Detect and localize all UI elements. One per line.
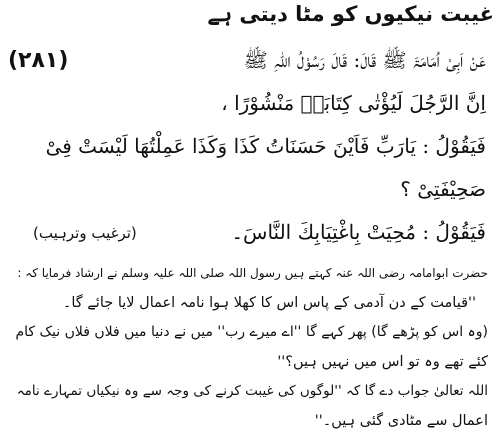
hadith-number: (۲۸۱) [8,48,69,73]
urdu-translation-line: اعمال سے مٹادی گئی ہیں۔'' [314,413,488,429]
chapter-heading: غیبت نیکیوں کو مٹا دیتی ہے [207,2,494,26]
arabic-text-line: فَیَقُوْلُ : یَارَبِّ فَاَیْنَ حَسَنَاتُ کَذَا وَکَذَا عَمِلْتُھَا لَیْسَتْ فِیْ [45,134,486,158]
urdu-translation-line: ''قیامت کے دن آدمی کے پاس اس کا کھلا ہوا نامہ اعمال لایا جائے گا۔ [62,295,476,311]
urdu-translation-line: حضرت ابوامامہ رضی اللہ عنہ کہتے ہیں رسول اللہ صلی اللہ علیہ وسلم نے ارشاد فرمایا کہ : [17,266,488,280]
arabic-text-line: اِنَّ الرَّجُلَ لَیُؤْتٰی کِتَابَہٗ مَنْشُوْرًا ، [221,91,486,115]
source-reference: (ترغیب وترہیب) [33,224,137,242]
urdu-translation-line: کئے تھے وہ تو اس میں نہیں ہیں؟'' [277,354,488,370]
arabic-text-line: صَحِیْفَتِیْ ؟ [400,177,486,201]
urdu-translation-line: (وہ اس کو پڑھے گا) پھر کہے گا ''اے میرے رب'' میں نے دنیا میں فلاں فلاں نیک کام [15,324,488,340]
urdu-translation-line: اللہ تعالیٰ جواب دے گا کہ ''لوگوں کی غیبت کرنے کی وجہ سے وہ نیکیاں تمہارے نامہ [16,383,488,399]
arabic-text-line: عَنْ اَبِیْ اُمَامَۃَ ﷺ قَالَ: قَالَ رَسُوْلُ اللّٰہِ ﷺ [243,48,486,72]
arabic-text-line: فَیَقُوْلُ : مُحِیَتْ بِاغْتِیَابِكَ النَّاسَ۔ [231,220,486,244]
